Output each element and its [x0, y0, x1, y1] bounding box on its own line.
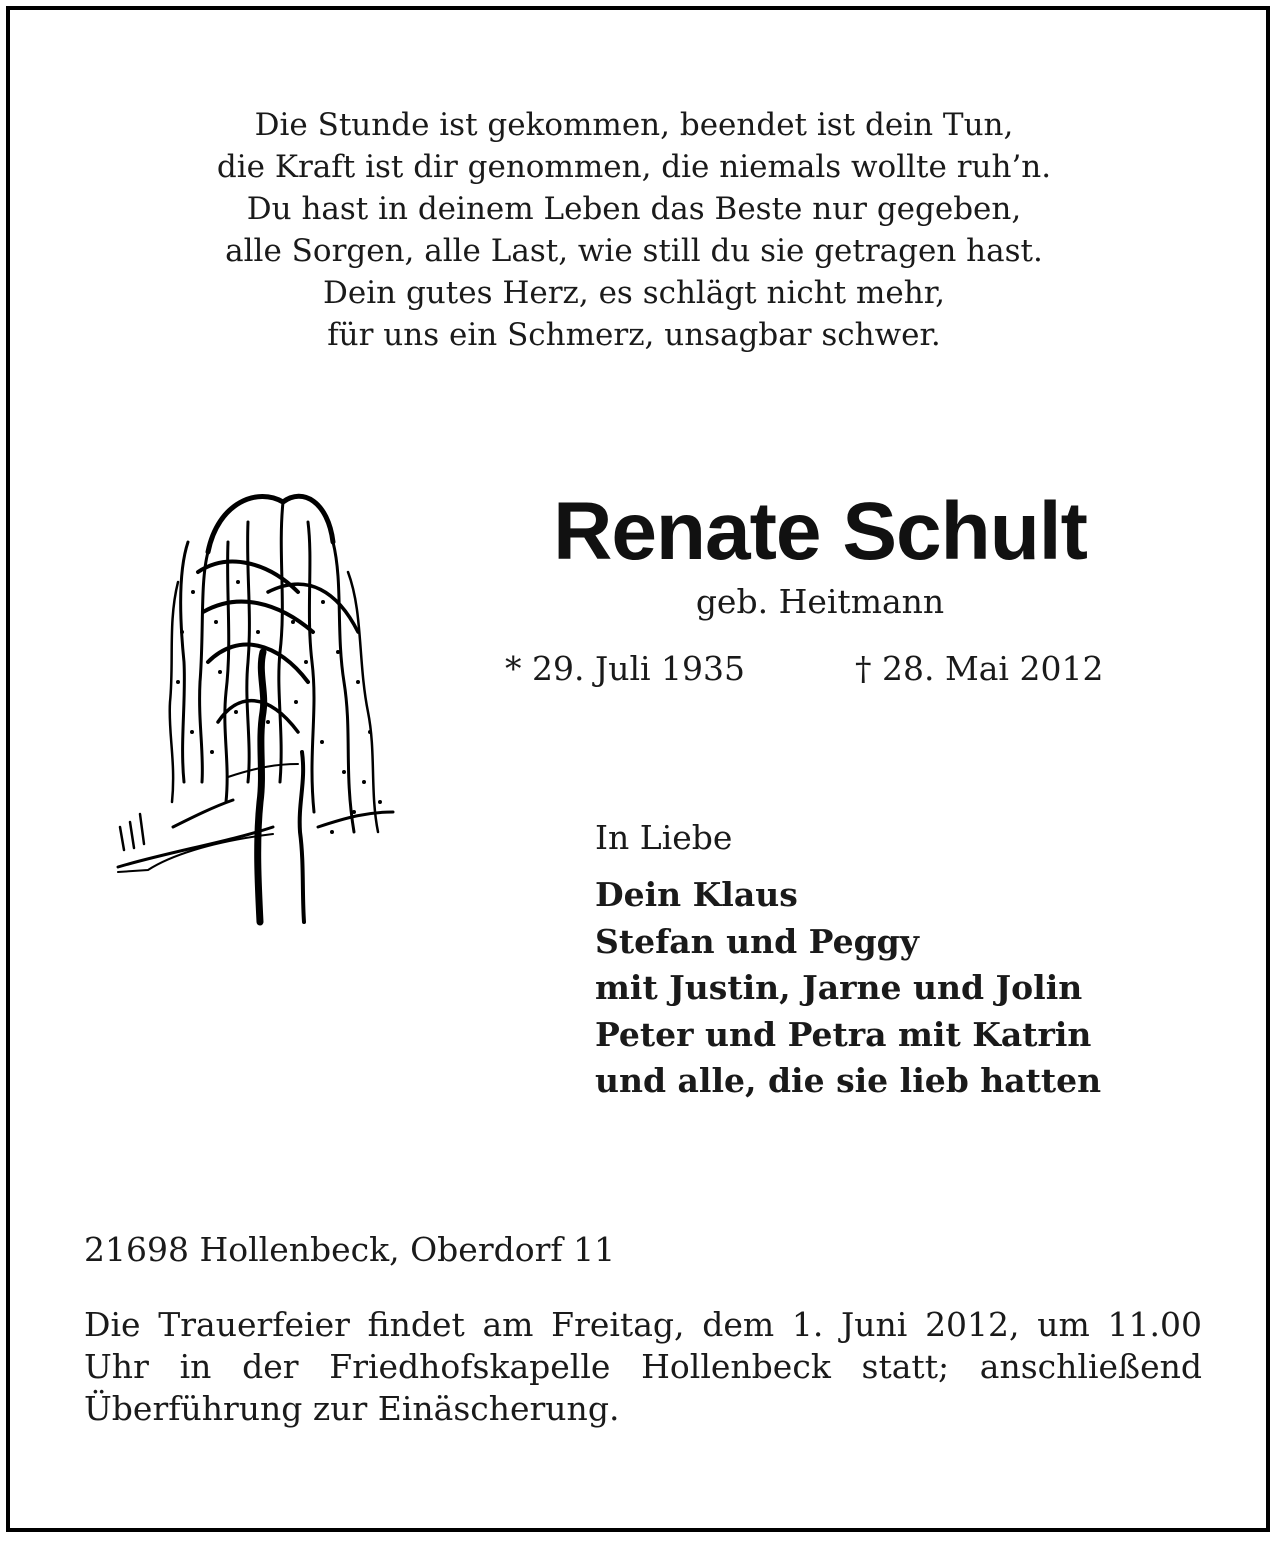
poem-line: für uns ein Schmerz, unsagbar schwer. [327, 317, 941, 353]
poem-line: Die Stunde ist gekommen, beendet ist dein Tun, [254, 107, 1014, 143]
mourner-line: und alle, die sie lieb hatten [595, 1061, 1102, 1100]
mourner-line: Dein Klaus [595, 875, 798, 914]
mourners-intro: In Liebe [595, 818, 733, 857]
poem-line: die Kraft ist dir genommen, die niemals wollte ruh’n. [216, 149, 1052, 185]
maiden-name: geb. Heitmann [695, 582, 945, 621]
address: 21698 Hollenbeck, Oberdorf 11 [84, 1230, 616, 1269]
mourner-line: mit Justin, Jarne und Jolin [595, 968, 1083, 1007]
poem-line: alle Sorgen, alle Last, wie still du sie getragen hast. [225, 233, 1043, 269]
mourner-line: Peter und Petra mit Katrin [595, 1014, 1092, 1054]
weeping-willow-icon [108, 482, 398, 932]
death-date: † 28. Mai 2012 [855, 649, 1104, 688]
birth-date: * 29. Juli 1935 [505, 649, 746, 688]
poem-line: Dein gutes Herz, es schlägt nicht mehr, [323, 275, 945, 311]
poem-line: Du hast in deinem Leben das Beste nur gegeben, [246, 191, 1022, 227]
poem [0, 104, 1268, 356]
deceased-name: Renate Schult [553, 486, 1087, 577]
ceremony-notice: Die Trauerfeier findet am Freitag, dem 1. Juni 2012, um 11.00 Uhr in der Friedhofskapelle Hollenbeck statt; anschließend Überführung zur Einäscherung. [84, 1305, 1202, 1428]
mourner-line: Stefan und Peggy [595, 921, 919, 961]
mourners-list [595, 872, 1101, 1105]
